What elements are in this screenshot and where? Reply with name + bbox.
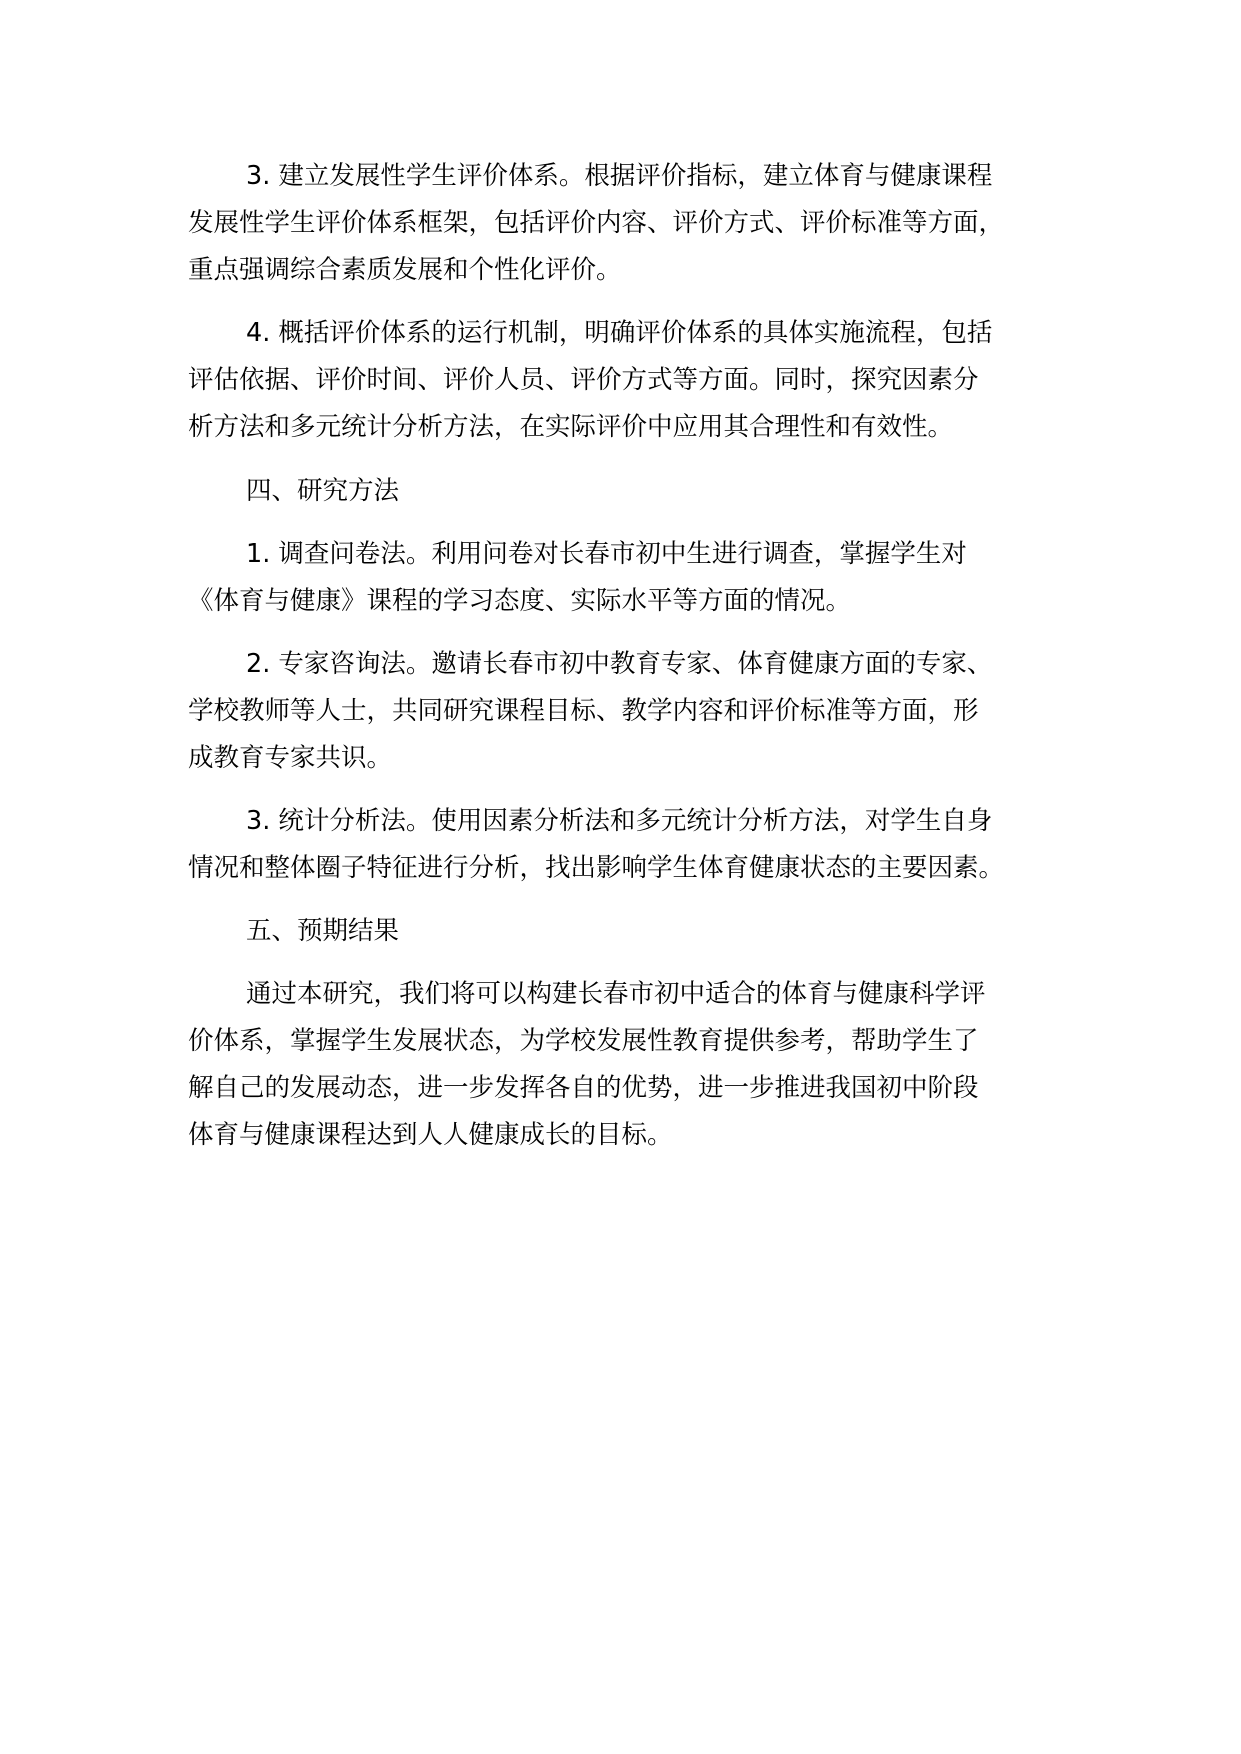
text-line: 《体育与健康》课程的学习态度、实际水平等方面的情况。 (188, 586, 852, 616)
text-line: 情况和整体圈子特征进行分析，找出影响学生体育健康状态的主要因素。 (188, 853, 1005, 883)
text-line: 4. 概括评价体系的运行机制，明确评价体系的具体实施流程，包括 (246, 318, 993, 348)
text-line: 1. 调查问卷法。利用问卷对长春市初中生进行调查，掌握学生对 (246, 539, 967, 569)
section-heading: 四、研究方法 (246, 476, 400, 506)
text-line: 3. 统计分析法。使用因素分析法和多元统计分析方法，对学生自身 (246, 806, 993, 836)
section-heading: 五、预期结果 (246, 916, 400, 946)
text-line: 成教育专家共识。 (188, 743, 393, 773)
text-line: 发展性学生评价体系框架，包括评价内容、评价方式、评价标准等方面， (188, 208, 1005, 238)
text-line: 通过本研究，我们将可以构建长春市初中适合的体育与健康科学评 (246, 979, 986, 1009)
text-line: 评估依据、评价时间、评价人员、评价方式等方面。同时，探究因素分 (188, 365, 979, 395)
text-line: 重点强调综合素质发展和个性化评价。 (188, 255, 622, 285)
text-line: 3. 建立发展性学生评价体系。根据评价指标，建立体育与健康课程 (246, 161, 993, 191)
text-line: 价体系，掌握学生发展状态，为学校发展性教育提供参考，帮助学生了 (188, 1026, 979, 1056)
text-line: 2. 专家咨询法。邀请长春市初中教育专家、体育健康方面的专家、 (246, 649, 993, 679)
text-line: 学校教师等人士，共同研究课程目标、教学内容和评价标准等方面，形 (188, 696, 979, 726)
text-line: 析方法和多元统计分析方法，在实际评价中应用其合理性和有效性。 (188, 412, 954, 442)
text-line: 体育与健康课程达到人人健康成长的目标。 (188, 1120, 673, 1150)
text-line: 解自己的发展动态，进一步发挥各自的优势，进一步推进我国初中阶段 (188, 1073, 979, 1103)
